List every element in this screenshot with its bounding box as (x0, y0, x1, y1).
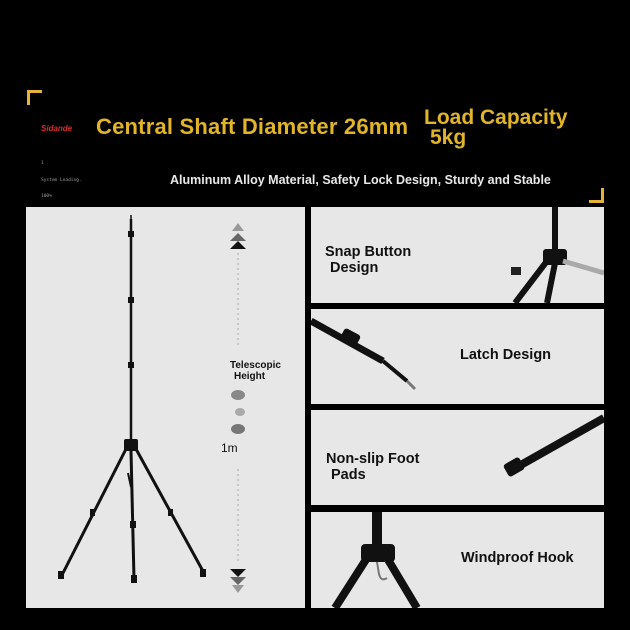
load-capacity (424, 108, 568, 148)
feature-line: Windproof Hook (461, 550, 574, 566)
subheadline: Aluminum Alloy Material, Safety Lock Design, Sturdy and Stable (170, 173, 551, 187)
load-capacity-value: 5kg (430, 126, 467, 149)
feature-label (461, 550, 574, 566)
height-mark: 1m (221, 441, 238, 455)
system-line: 1 (41, 161, 44, 166)
corner-bracket-bottom-right (589, 188, 604, 203)
feature-line: Latch Design (460, 347, 552, 363)
feature-panel-foot-pads (311, 410, 604, 505)
feature-label (326, 451, 419, 483)
feature-label (460, 347, 551, 363)
latch-illustration (311, 309, 604, 404)
feature-line: Non-slip Foot (326, 451, 420, 467)
height-line: Height (234, 371, 266, 382)
feature-line: Snap Button (325, 244, 412, 260)
feature-panel-hook (311, 512, 604, 608)
tripod-overview-panel (26, 207, 305, 608)
tripod-illustration (26, 207, 305, 608)
system-line: System Loading. (41, 177, 82, 183)
corner-bracket-top-left (27, 90, 42, 105)
feature-line: Design (330, 260, 379, 276)
telescopic-height-label (230, 360, 281, 382)
telescopic-line: Telescopic (230, 360, 281, 371)
brand-logo: Sidande (41, 124, 73, 133)
feature-label (325, 244, 411, 276)
headline: Central Shaft Diameter 26mm (96, 114, 409, 139)
feature-line: Pads (331, 467, 366, 483)
feature-panel-snap-button (311, 207, 604, 303)
feature-panel-latch (311, 309, 604, 404)
system-line: 100% (41, 194, 52, 199)
load-capacity-title: Load Capacity (424, 106, 568, 129)
